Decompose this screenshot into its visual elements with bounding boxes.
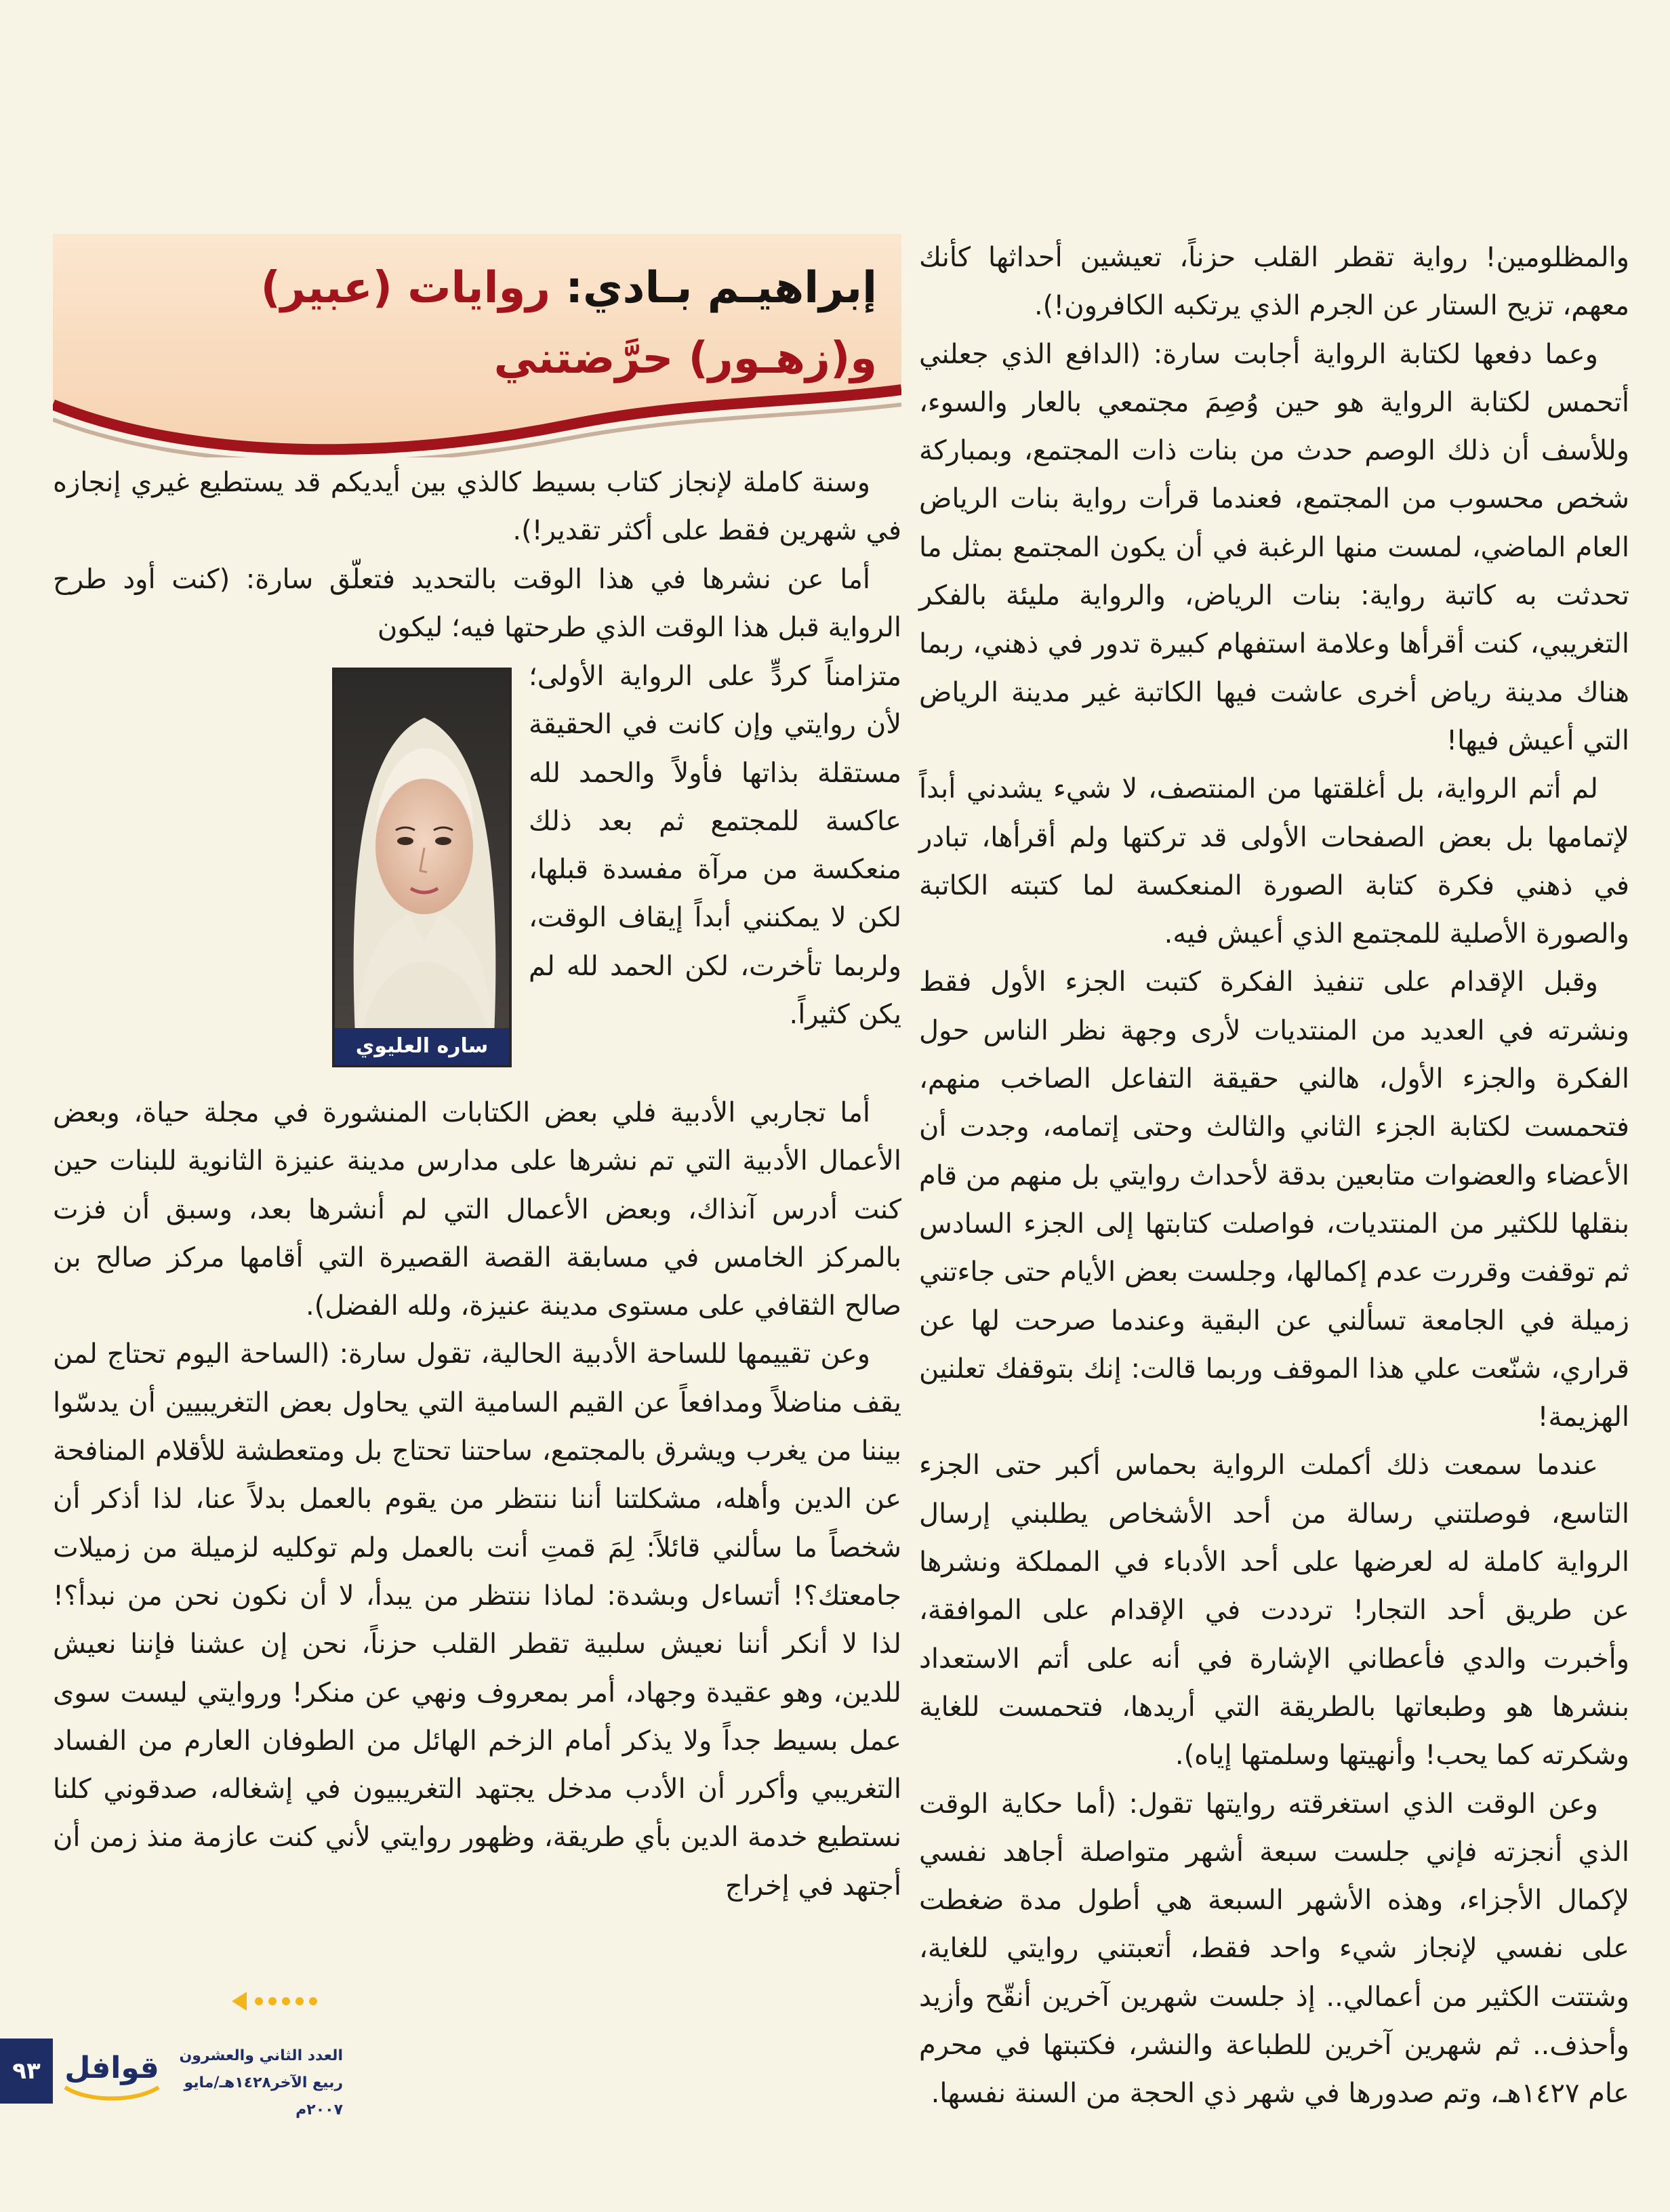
paragraph: وقبل الإقدام على تنفيذ الفكرة كتبت الجزء الأول فقط ونشرته في العديد من المنتديات لأرى وجهة نظر الناس حول الفكرة والجزء الأول، هالني حقيقة التفاعل الصاخب منهم، فتحمست لكتابة الجزء الثاني والثالث وحتى إتمامه، وجدت أن الأعضاء والعضوات متابعين بدقة لأحداث روايتي بل منهم من قام بنقلها للكثير من المنتديات، فواصلت كتابتها إلى الجزء السادس ثم توقفت وقررت عدم إكمالها، وجلست بعض الأيام حتى جاءتني زميلة في الجامعة تسألني عن البقية وعندما صرحت لها عن قراري، شنّعت علي هذا الموقف وربما قالت: إنك بتوقفك تعلنين الهزيمة! bbox=[919, 966, 1629, 1433]
issue-line-2: ربيع الآخر١٤٢٨هـ/مايو ٢٠٠٧م bbox=[184, 2074, 343, 2118]
title-banner bbox=[53, 234, 901, 457]
paragraph: لم أتم الرواية، بل أغلقتها من المنتصف، لا شيء يشدني أبداً لإتمامها بل بعض الصفحات الأولى قد تركتها ولم أقرأها، تبادر في ذهني فكرة كتابة الصورة المنعكسة لما كتبته الكاتبة والصورة الأصلية للمجتمع الذي أعيش فيه. bbox=[919, 773, 1629, 950]
title-name: إبراهيـم بـادي: bbox=[565, 263, 877, 313]
right-column bbox=[919, 234, 1629, 2118]
left-column-bottom bbox=[53, 1089, 901, 1910]
paragraph: أما عن نشرها في هذا الوقت بالتحديد فتعلّق سارة: (كنت أود طرح الرواية قبل هذا الوقت الذي طرحتها فيه؛ ليكون bbox=[53, 563, 901, 643]
continue-arrow-icon bbox=[232, 1989, 327, 2013]
issue-info bbox=[167, 2043, 343, 2124]
page-footer bbox=[0, 2033, 1670, 2118]
photo-caption: ساره العليوي bbox=[335, 1028, 509, 1065]
left-column-side bbox=[529, 653, 901, 1039]
magazine-logo bbox=[61, 2040, 163, 2101]
paragraph: وعن الوقت الذي استغرقته روايتها تقول: (أما حكاية الوقت الذي أنجزته فإني جلست سبعة أشهر متواصلة أجاهد نفسي لإكمال الأجزاء، وهذه الأشهر السبعة هي أطول مدة ضغطت على نفسي لإنجاز شيء واحد فقط، أتعبتني روايتي للغاية، وشتتت الكثير من أعمالي.. إذ جلست شهرين آخرين أنقّح وأزيد وأحذف.. ثم شهرين آخرين للطباعة والنشر، فكتبتها في محرم عام ١٤٢٧هـ، وتم صدورها في شهر ذي الحجة من السنة نفسها. bbox=[919, 1788, 1629, 2110]
banner-wave bbox=[53, 363, 901, 457]
issue-line-1: العدد الثاني والعشرون bbox=[179, 2047, 343, 2064]
paragraph: متزامناً كردٍّ على الرواية الأولى؛ لأن روايتي وإن كانت في الحقيقة مستقلة بذاتها فأولاً والحمد لله عاكسة للمجتمع ثم بعد ذلك منعكسة من مرآة مفسدة قبلها، لكن لا يمكنني أبداً إيقاف الوقت، ولربما تأخرت، لكن الحمد لله لم يكن كثيراً. bbox=[529, 661, 901, 1031]
paragraph: عندما سمعت ذلك أكملت الرواية بحماس أكبر حتى الجزء التاسع، فوصلتني رسالة من أحد الأشخاص يطلبني إرسال الرواية كاملة له لعرضها على أحد الأدباء في المملكة ونشرها عن طريق أحد التجار! ترددت في الإقدام على الموافقة، وأخبرت والدي فأعطاني الإشارة في أنه على أتم الاستعداد بنشرها هو وطبعاتها بالطريقة التي أريدها، فتحمست للغاية وشكرته كما يحب! وأنهيتها وسلمتها إياه). bbox=[919, 1450, 1629, 1771]
logo-text: قوافل bbox=[64, 2051, 159, 2085]
paragraph: وعما دفعها لكتابة الرواية أجابت سارة: (الدافع الذي جعلني أتحمس لكتابة الرواية هو حين وُصِمَ مجتمعي بالعار والسوء، وللأسف أن ذلك الوصم حدث من بنات ذات المجتمع، وبمباركة شخص محسوب من المجتمع، فعندما قرأت رواية بنات الرياض العام الماضي، لمست منها الرغبة في أن يكون المجتمع بمثل ما تحدثت به كاتبة رواية: بنات الرياض، والرواية مليئة بالفكر التغريبي، كنت أقرأها وعلامة استفهام كبيرة تدور في ذهني، ربما هناك مدينة رياض أخرى عاشت فيها الكاتبة غير مدينة الرياض التي أعيش فيها! bbox=[919, 338, 1629, 756]
paragraph: والمظلومين! رواية تقطر القلب حزناً، تعيشين أحداثها كأنك معهم، تزيح الستار عن الجرم الذي يرتكبه الكافرون!). bbox=[919, 242, 1629, 322]
title-line1: روايات (عبير) و(زهـور) حرَّضتني bbox=[260, 263, 877, 384]
paragraph: وعن تقييمها للساحة الأدبية الحالية، تقول سارة: (الساحة اليوم تحتاج لمن يقف مناضلاً ومدافعاً عن القيم السامية التي يحاول بعض التغريبيين أن يدسّوا بيننا من يغرب ويشرق بالمجتمع، ساحتنا تحتاج بل ومتعطشة للأقلام المنافحة عن الدين وأهله، مشكلتنا أننا ننتظر من يقوم بالعمل بدلاً عنا، لذا أذكر أن شخصاً ما سألني قائلاً: لِمَ قمتِ أنت بالعمل ولم توكليه لزميلة من زميلات جامعتك؟! أتساءل وبشدة: لماذا ننتظر من يبدأ، لا أن نكون نحن من نبدأ؟! لذا لا أنكر أننا نعيش سلبية تقطر القلب حزناً، نحن إن عشنا فإننا نعيش للدين، وهو عقيدة وجهاد، أمر بمعروف ونهي عن منكر! وروايتي ليست سوى عمل بسيط جداً ولا يذكر أمام الزخم الهائل من الطوفان العارم من الفساد التغريبي وأكرر أن الأدب مدخل يجتهد التغريبيون في إشغاله، صدقوني كلنا نستطيع خدمة الدين بأي طريقة، وظهور روايتي لأني كنت عازمة منذ زمن أن أجتهد في إخراج bbox=[53, 1338, 901, 1902]
portrait-photo bbox=[332, 668, 512, 1067]
paragraph: وسنة كاملة لإنجاز كتاب بسيط كالذي بين أيديكم قد يستطيع غيري إنجازه في شهرين فقط على أكثر تقدير!). bbox=[53, 467, 901, 547]
portrait-image bbox=[335, 670, 512, 1067]
paragraph: أما تجاربي الأدبية فلي بعض الكتابات المنشورة في مجلة حياة، وبعض الأعمال الأدبية التي تم نشرها على مدارس مدينة عنيزة الثانوية للبنات حين كنت أدرس آنذاك، وبعض الأعمال التي لم أنشرها بعد، وسبق أن فزت بالمركز الخامس في مسابقة القصة القصيرة التي أقامها مركز صالح بن صالح الثقافي على مستوى مدينة عنيزة، ولله الفضل). bbox=[53, 1097, 901, 1322]
page-number: ٩٣ bbox=[0, 2039, 53, 2104]
left-column-top bbox=[53, 459, 901, 652]
